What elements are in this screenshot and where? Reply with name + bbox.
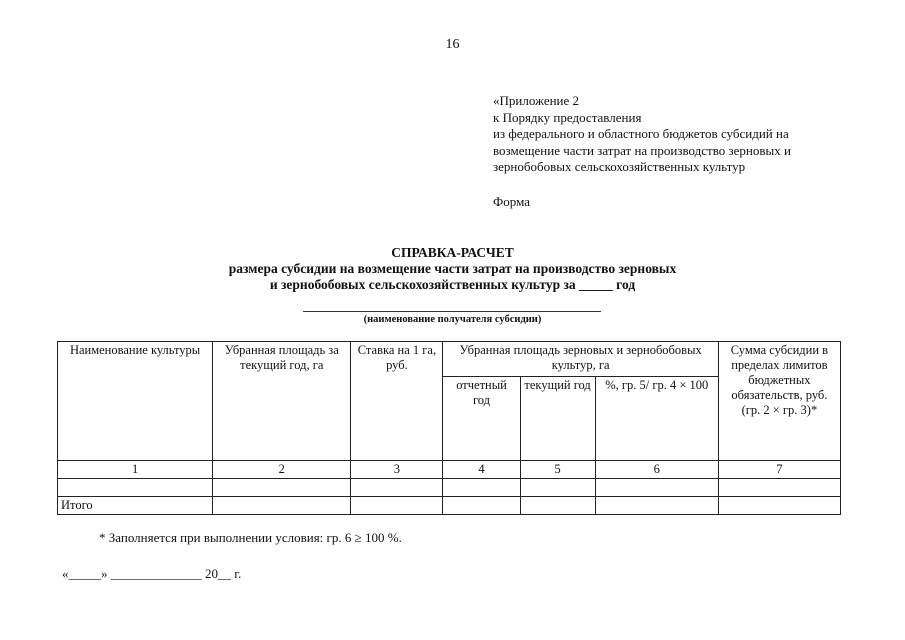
column-number: 6 bbox=[595, 461, 718, 479]
appendix-line: к Порядку предоставления bbox=[493, 109, 642, 125]
title-line-1: СПРАВКА-РАСЧЕТ bbox=[391, 245, 514, 260]
date-line: «_____» ______________ 20__ г. bbox=[62, 566, 242, 581]
table-cell bbox=[443, 479, 520, 497]
table-cell bbox=[595, 479, 718, 497]
page-number: 16 bbox=[445, 37, 460, 52]
table-cell bbox=[443, 497, 520, 515]
header-current-year: текущий год bbox=[520, 377, 595, 461]
table-cell bbox=[595, 497, 718, 515]
table-row-total bbox=[58, 497, 841, 515]
table-cell bbox=[213, 479, 351, 497]
header-crop-name: Наименование культуры bbox=[58, 342, 213, 461]
title-line-3: и зернобобовых сельскохозяйственных культур за _____ год bbox=[269, 277, 636, 292]
appendix-line: «Приложение 2 bbox=[493, 93, 580, 108]
header-percent: %, гр. 5/ гр. 4 × 100 bbox=[595, 377, 718, 461]
document-title bbox=[0, 245, 905, 293]
recipient-caption: (наименование получателя субсидии) bbox=[363, 314, 542, 325]
table-cell bbox=[520, 497, 595, 515]
footnote: * Заполняется при выполнении условия: гр. 6 ≥ 100 %. bbox=[99, 530, 402, 545]
title-line-2: размера субсидии на возмещение части затрат на производство зерновых bbox=[228, 261, 677, 276]
column-number: 5 bbox=[520, 461, 595, 479]
total-label: Итого bbox=[58, 497, 213, 515]
appendix-header bbox=[493, 93, 791, 176]
header-rate: Ставка на 1 га, руб. bbox=[351, 342, 443, 461]
header-reporting-year: отчетный год bbox=[443, 377, 520, 461]
column-number: 1 bbox=[58, 461, 213, 479]
column-number: 2 bbox=[213, 461, 351, 479]
form-label: Форма bbox=[493, 194, 530, 209]
table-cell bbox=[520, 479, 595, 497]
column-number: 4 bbox=[443, 461, 520, 479]
table-cell bbox=[351, 497, 443, 515]
header-subsidy-sum: Сумма субсидии в пределах лимитов бюджетных обязательств, руб. (гр. 2 × гр. 3)* bbox=[718, 342, 840, 461]
table-cell bbox=[213, 497, 351, 515]
appendix-line: возмещение части затрат на производство зерновых и bbox=[493, 142, 791, 158]
table-cell bbox=[718, 497, 840, 515]
table-cell bbox=[718, 479, 840, 497]
appendix-line: зернобобовых сельскохозяйственных культур bbox=[493, 159, 746, 174]
column-number: 3 bbox=[351, 461, 443, 479]
table-cell bbox=[351, 479, 443, 497]
table-cell bbox=[58, 479, 213, 497]
table-row-empty bbox=[58, 479, 841, 497]
recipient-underline bbox=[303, 311, 601, 312]
appendix-line: из федерального и областного бюджетов субсидий на bbox=[493, 126, 789, 141]
header-harvested-current: Убранная площадь за текущий год, га bbox=[213, 342, 351, 461]
header-harvested-group: Убранная площадь зерновых и зернобобовых культур, га bbox=[443, 342, 718, 377]
column-number: 7 bbox=[718, 461, 840, 479]
calculation-table bbox=[57, 341, 841, 515]
